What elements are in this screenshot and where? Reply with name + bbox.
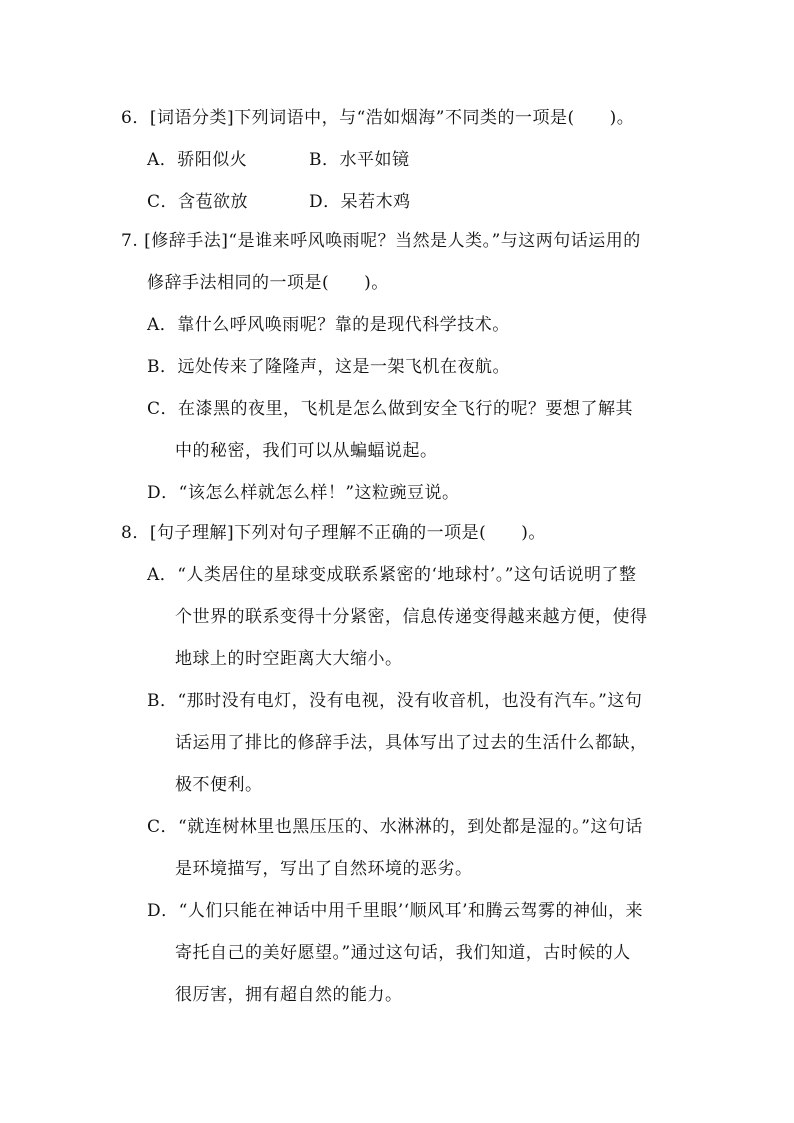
question-6-options-row-2: [121, 181, 681, 223]
option-c: C．含苞欲放: [147, 192, 249, 212]
option-a-continued-2: 地球上的时空距离大大缩小。: [175, 649, 403, 669]
option-d: D．“人们只能在神话中用千里眼’‘顺风耳’和腾云驾雾的神仙，来: [147, 901, 644, 921]
option-c: C．在漆黑的夜里，飞机是怎么做到安全飞行的呢？要想了解其: [147, 399, 634, 419]
option-d: D．呆若木鸡: [309, 192, 411, 212]
option-d-continued-2: 很厉害，拥有超自然的能力。: [175, 985, 403, 1005]
option-b: B．“那时没有电灯，没有电视，没有收音机，也没有汽车。”这句: [147, 691, 643, 711]
option-a: A．“人类居住的星球变成联系紧密的‘地球村’。”这句话说明了整: [147, 565, 637, 585]
question-8: [121, 512, 681, 1016]
option-a-continued-1: 个世界的联系变得十分紧密，信息传递变得越来越方便，使得: [175, 607, 648, 627]
question-8-stem: 8．[句子理解]下列对句子理解不正确的一项是( )。: [121, 523, 546, 543]
option-c-continued-1: 是环境描写，写出了自然环境的恶劣。: [175, 859, 473, 879]
option-d-continued-1: 寄托自己的美好愿望。”通过这句话，我们知道，古时候的人: [175, 943, 631, 963]
question-6-options-row-1: [121, 139, 681, 181]
question-7: [121, 220, 681, 514]
option-d: D．“该怎么样就怎么样！”这粒豌豆说。: [147, 483, 460, 503]
option-a: A．骄阳似火: [147, 150, 248, 170]
option-b-continued-1: 话运用了排比的修辞手法，具体写出了过去的生活什么都缺，: [175, 733, 648, 753]
option-b: B．水平如镜: [309, 150, 410, 170]
question-6-stem: 6．[词语分类]下列词语中，与“浩如烟海”不同类的一项是( )。: [121, 108, 635, 128]
option-c-continued: 中的秘密，我们可以从蝙蝠说起。: [175, 441, 438, 461]
question-6: [121, 97, 681, 223]
option-a: A．靠什么呼风唤雨呢？靠的是现代科学技术。: [147, 315, 510, 335]
question-7-stem-line-1: 7. [修辞手法]“是谁来呼风唤雨呢？当然是人类。”与这两句话运用的: [121, 231, 641, 251]
option-b: B．远处传来了隆隆声，这是一架飞机在夜航。: [147, 357, 510, 377]
option-b-continued-2: 极不便利。: [175, 775, 263, 795]
question-7-stem-line-2: 修辞手法相同的一项是( )。: [147, 273, 389, 293]
option-c: C．“就连树林里也黑压压的、水淋淋的，到处都是湿的。”这句话: [147, 817, 643, 837]
